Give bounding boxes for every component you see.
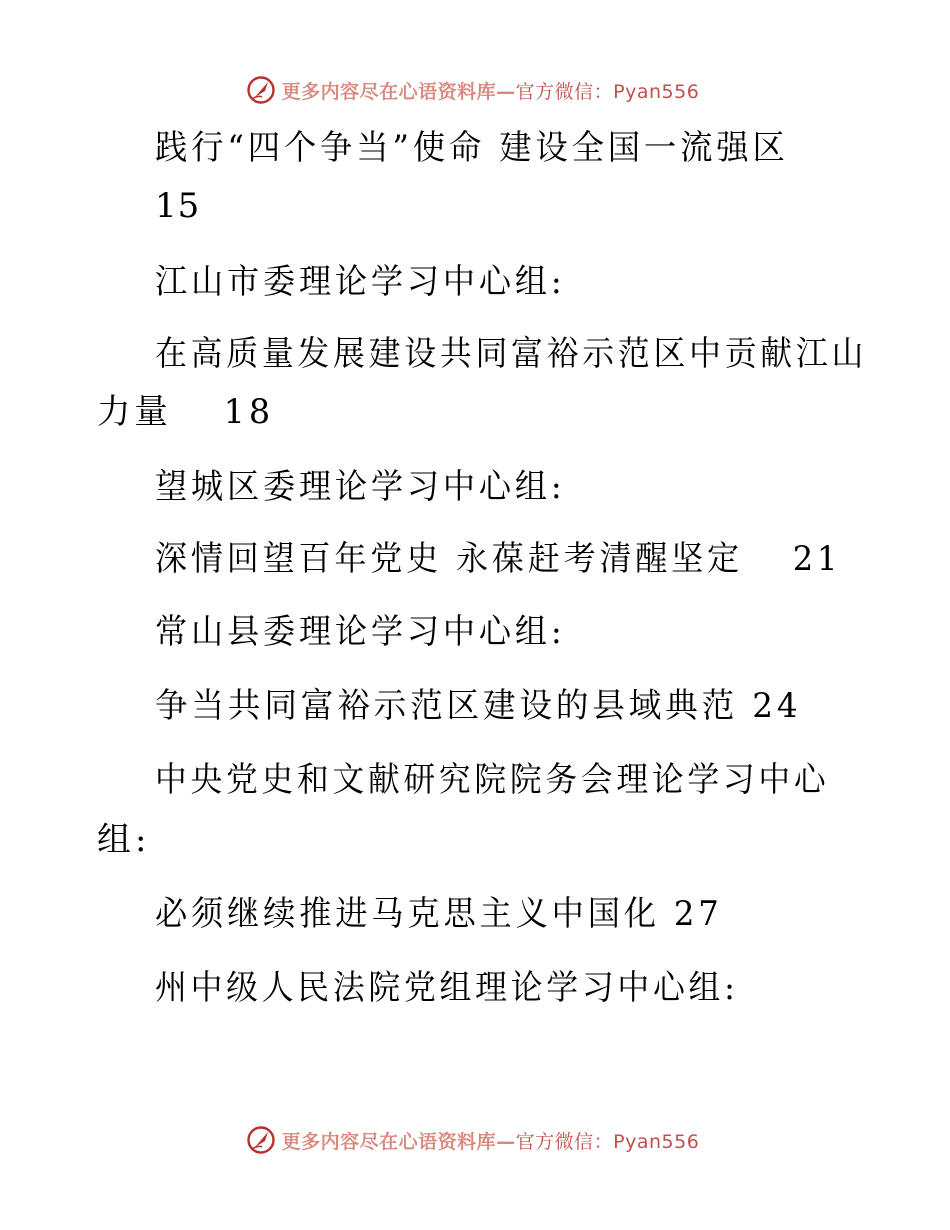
quill-logo-icon: [246, 1125, 276, 1155]
toc-entry-author-3: 望城区委理论学习中心组:: [155, 467, 566, 507]
toc-entry-title-1: 践行“四个争当”使命 建设全国一流强区: [155, 128, 789, 168]
toc-entry-title-2: 在高质量发展建设共同富裕示范区中贡献江山: [155, 334, 868, 374]
toc-entry-title-3: 深情回望百年党史 永葆赶考清醒坚定 21: [155, 539, 842, 579]
toc-entry-author-4: 常山县委理论学习中心组:: [155, 612, 566, 652]
header-banner: [0, 70, 950, 110]
toc-entry-author-5: 中央党史和文献研究院院务会理论学习中心: [155, 760, 830, 800]
toc-entry-title-2-cont: 力量 18: [97, 392, 275, 432]
footer-wechat-text: 官方微信：Pyan556: [515, 1130, 700, 1153]
toc-entry-author-6: 州中级人民法院党组理论学习中心组:: [155, 968, 739, 1008]
toc-entry-title-5: 必须继续推进马克思主义中国化 27: [155, 894, 723, 934]
header-banner-text: 更多内容尽在心语资料库—官方微信：Pyan556: [281, 80, 700, 103]
footer-banner: [0, 1120, 950, 1160]
toc-entry-author-5-cont: 组:: [97, 820, 151, 860]
toc-entry-title-4: 争当共同富裕示范区建设的县域典范 24: [155, 686, 802, 726]
footer-banner-text: 更多内容尽在心语资料库—官方微信：Pyan556: [281, 1130, 700, 1153]
footer-banner-inner: [246, 1125, 700, 1155]
quill-logo-icon: [246, 75, 276, 105]
toc-entry-author-2: 江山市委理论学习中心组:: [155, 262, 566, 302]
header-banner-inner: [246, 75, 700, 105]
header-wechat-text: 官方微信：Pyan556: [515, 80, 700, 103]
toc-entry-page-1: 15: [155, 186, 201, 226]
